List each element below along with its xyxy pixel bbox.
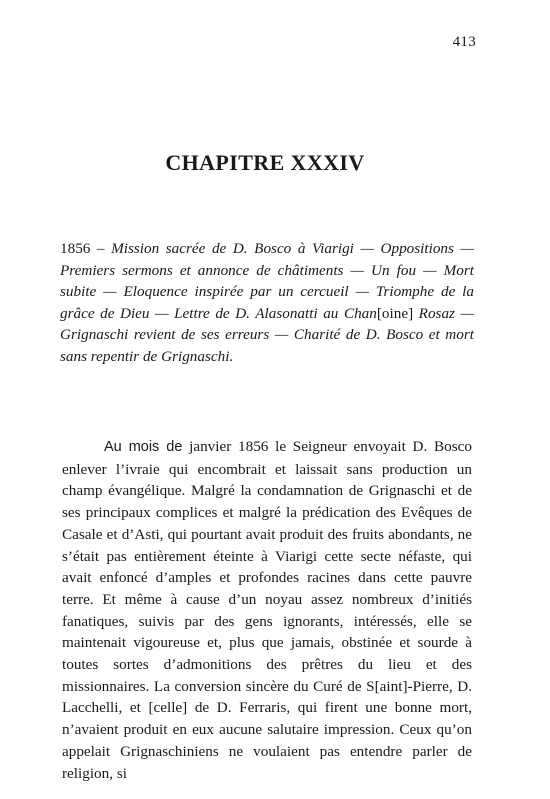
summary-text-part2: Rosaz — Grignaschi revient de ses erreurs — Charité de D. Bosco et mort sans repentir de Grignaschi. bbox=[60, 304, 474, 365]
page-number: 413 bbox=[452, 34, 476, 50]
body-paragraph bbox=[62, 436, 472, 784]
summary-year: 1856 – bbox=[60, 240, 112, 257]
chapter-summary bbox=[60, 238, 474, 368]
chapter-title: CHAPITRE XXXIV bbox=[165, 150, 365, 175]
body-lead: Au mois de bbox=[104, 439, 183, 455]
summary-bracket: [oine] bbox=[376, 304, 414, 322]
summary-text-part1: Mission sacrée de D. Bosco à Viarigi — Oppositions — Premiers sermons et annonce de châtiments — Un fou — Mort subite — Eloquence inspirée par un cercueil — Triomphe de la grâce de Dieu — Lettre de D. Alasonatti au Chan bbox=[60, 240, 474, 322]
body-text: janvier 1856 le Seigneur envoyait D. Bosco enlever l’ivraie qui encombrait et laissait sans production un champ évangélique. Malgré la condamnation de Grignaschi et de ses principaux complices et malgré la prédication des Evêques de Casale et d’Asti, qui pourtant avait produit des fruits abondants, ne s’était pas entièrement éteinte à Viarigi cette secte néfaste, qui avait enfoncé d’amples et profondes racines dans cette pauvre terre. Et même à cause d’un noyau assez nombreux d’initiés fanatiques, suivis par des gens ignorants, intéressés, elle se maintenait vigoureuse et, plus que jamais, obstinée et sourde à toutes sortes d’admonitions des prêtres du lieu et des missionnaires. La conversion sincère du Curé de S[aint]-Pierre, D. Lacchelli, et [celle] de D. Ferraris, qui firent une bonne mort, n’avaient produit en eux aucune salutaire impression. Ceux qu’on appelait Grignaschiniens ne voulaient pas entendre parler de religion, si bbox=[62, 438, 472, 782]
